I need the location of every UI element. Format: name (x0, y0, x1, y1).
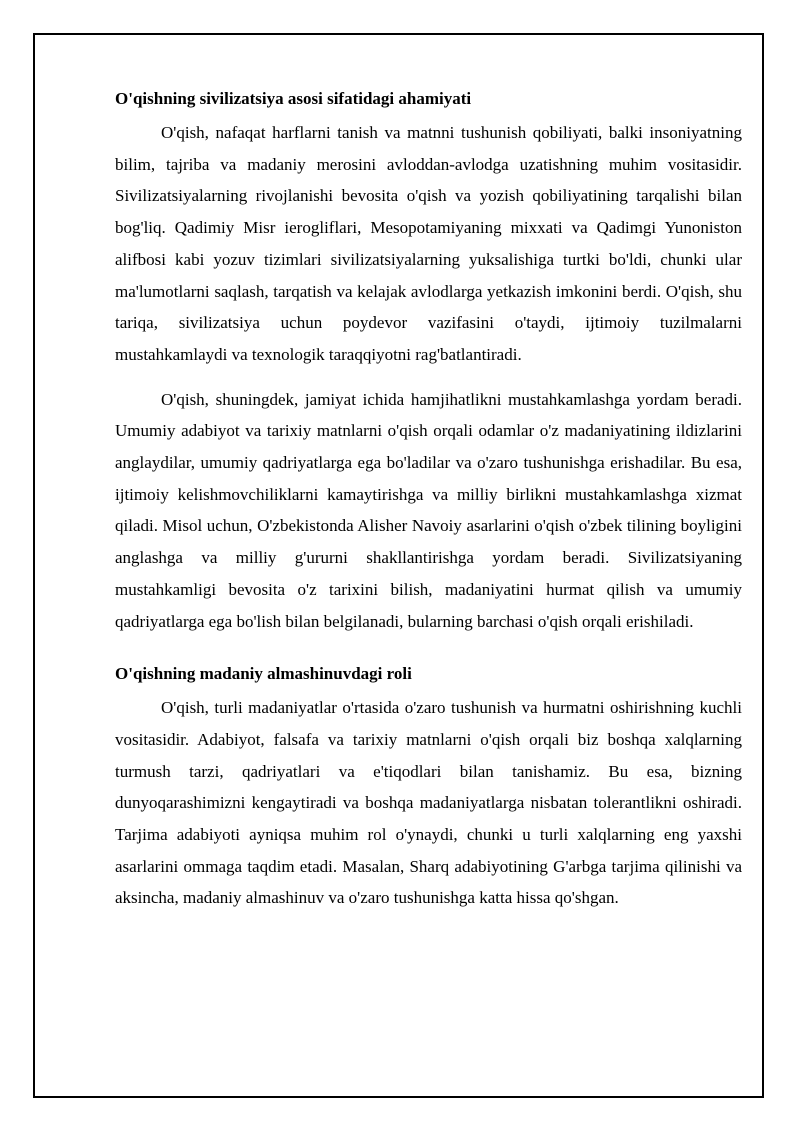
section-heading-civilization: O'qishning sivilizatsiya asosi sifatidagi ahamiyati (115, 89, 472, 108)
document-body (115, 84, 742, 914)
paragraph: O'qish, nafaqat harflarni tanish va matnni tushunish qobiliyati, balki insoniyatning bilim, tajriba va madaniy merosini avloddan-avlodga uzatishning muhim vositasidir. Sivilizatsiyalarning rivojlanishi bevosita o'qish va yozish qobiliyatining tarqalishi bilan bog'liq. Qadimiy Misr ierogliflari, Mesopotamiyaning mixxati va Qadimgi Yunoniston alifbosi kabi yozuv tizimlari sivilizatsiyalarning yuksalishiga turtki bo'ldi, chunki ular ma'lumotlarni saqlash, tarqatish va kelajak avlodlarga yetkazish imkonini berdi. O'qish, shu tariqa, sivilizatsiya uchun poydevor vazifasini o'taydi, ijtimoiy tuzilmalarni mustahkamlaydi va texnologik taraqqiyotni rag'batlantiradi. (115, 123, 742, 364)
paragraph: O'qish, turli madaniyatlar o'rtasida o'zaro tushunish va hurmatni oshirishning kuchli vositasidir. Adabiyot, falsafa va tarixiy matnlarni o'qish orqali biz boshqa xalqlarning turmush tarzi, qadriyatlari va e'tiqodlari bilan tanishamiz. Bu esa, bizning dunyoqarashimizni kengaytiradi va boshqa madaniyatlarga nisbatan tolerantlikni oshiradi. Tarjima adabiyoti ayniqsa muhim rol o'ynaydi, chunki u turli xalqlarning eng yaxshi asarlarini ommaga taqdim etadi. Masalan, Sharq adabiyotining G'arbga tarjima qilinishi va aksincha, madaniy almashinuv va o'zaro tushunishga katta hissa qo'shgan. (115, 698, 742, 908)
section-heading-cultural-exchange: O'qishning madaniy almashinuvdagi roli (115, 664, 412, 684)
paragraph: O'qish, shuningdek, jamiyat ichida hamjihatlikni mustahkamlashga yordam beradi. Umumiy adabiyot va tarixiy matnlarni o'qish orqali odamlar o'z madaniyatining ildizlarini anglaydilar, umumiy qadriyatlarga ega bo'ladilar va o'zaro tushunishga erishadilar. Bu esa, ijtimoiy kelishmovchiliklarni kamaytirishga va milliy birlikni mustahkamlashga xizmat qiladi. Misol uchun, O'zbekistonda Alisher Navoiy asarlarini o'qish o'zbek tilining boyligini anglashga va milliy g'ururni shakllantirishga yordam beradi. Sivilizatsiyaning mustahkamligi bevosita o'z tarixini bilish, madaniyatini hurmat qilish va umumiy qadriyatlarga ega bo'lish bilan belgilanadi, bularning barchasi o'qish orqali erishiladi. (115, 389, 742, 631)
